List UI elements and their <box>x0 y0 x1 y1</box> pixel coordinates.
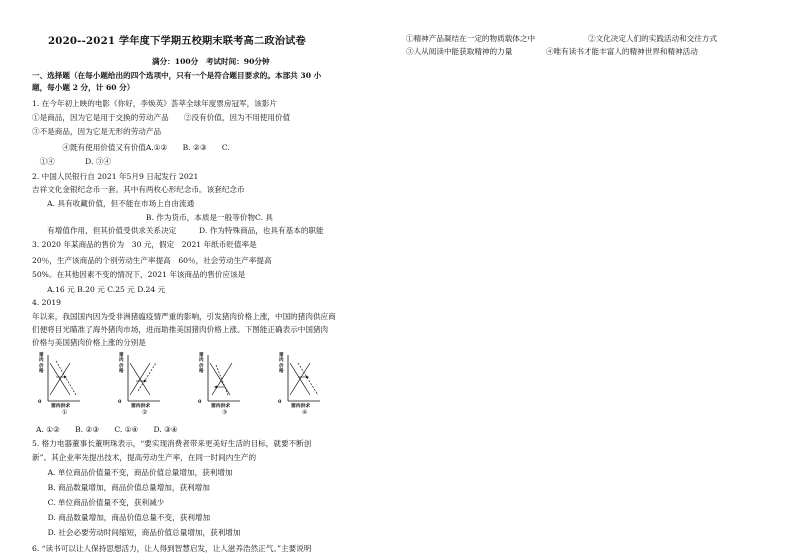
q5-stem: 5. 格力电器董事长董明珠表示，“要实现消费者带来更美好生活的目标，就要不断创 <box>32 439 312 448</box>
q2-option-line: 有增值作用，但其价值受供求关系决定 D. 作为特殊商品，也具有基本的职能 <box>32 226 324 235</box>
q1-option-line: ①④ D. ③④ <box>32 157 111 166</box>
q4-stem-line: 年以来，我国国内因为受非洲猪瘟疫情严重的影响，引发猪肉价格上涨，中国的猪肉供应商 <box>32 312 336 321</box>
q3-stem: 3. 2020 年某商品的售价为 30 元，假定 2021 年纸币贬值率是 <box>32 240 257 249</box>
q6-option-3: ③人从阅读中能获取精神的力量 <box>406 47 513 56</box>
graph-4-ylabel: 猪肉价格 <box>279 353 284 375</box>
graph-1 <box>36 351 96 423</box>
q3-stem-line: 50%。在其他因素不变的情况下，2021 年该商品的售价应该是 <box>32 270 246 279</box>
q6-option-4: ④唯有读书才能丰富人的精神世界和精神活动 <box>546 47 698 56</box>
q4-stem-line: 们便将目光瞄准了海外猪肉市场，进而助推美国猪肉价格上涨。下图能正确表示中国猪肉 <box>32 325 329 334</box>
q4-graphs <box>36 351 336 423</box>
graph-3-number: ③ <box>222 409 228 416</box>
graph-3-ylabel: 猪肉价格 <box>199 353 204 375</box>
section-heading-line2: 题，每小题 2 分，计 60 分） <box>32 83 135 92</box>
graph-4 <box>276 351 336 423</box>
graph-1-origin: 0 <box>38 399 42 405</box>
q5-option-b: B. 商品数量增加，商品价值总量增加，获利增加 <box>40 483 210 492</box>
q1-stem: 1. 在今年初上映的电影《你好，李焕英》荟萃全球年度票房冠军，该影片 <box>32 99 278 108</box>
graph-3 <box>196 351 256 423</box>
q1-option-line: ③不是商品，因为它是无形的劳动产品 <box>32 127 162 136</box>
graph-4-xlabel: 猪肉供求 <box>291 403 311 409</box>
q3-stem-line: 20％，生产该商品的个别劳动生产率提高 60％，社会劳动生产率提高 <box>32 256 272 265</box>
graph-3-origin: 0 <box>198 399 202 405</box>
q2-stem: 2. 中国人民银行自 2021 年5月9 日起发行 2021 <box>32 172 199 181</box>
q4-options: A. ①② B. ②③ C. ①④ D. ③④ <box>36 425 178 434</box>
graph-4-origin: 0 <box>278 399 282 405</box>
graph-2-ylabel: 猪肉价格 <box>119 353 124 375</box>
q4-stem-line: 价格与美国猪肉价格上涨的分别是 <box>32 338 146 347</box>
graph-2-origin: 0 <box>118 399 122 405</box>
graph-4-number: ④ <box>302 409 308 416</box>
q3-options: A.16 元 B.20 元 C.25 元 D.24 元 <box>32 285 166 294</box>
q6-option-2: ②文化决定人们的实践活动和交往方式 <box>588 34 718 43</box>
q5-stem-line: 新”。其企业率先提出技术，提高劳动生产率，在同一时间内生产的 <box>32 453 257 462</box>
q5-option-a: A. 单位商品价值量不变，商品价值总量增加，获利增加 <box>40 468 233 477</box>
q1-option-line: ①是商品，因为它是用于交换的劳动产品 ②没有价值，因为不用使用价值 <box>32 113 291 122</box>
q2-option-line: A. 具有收藏价值，但不能在市场上自由流通 <box>32 199 195 208</box>
graph-2-number: ② <box>142 409 148 416</box>
q2-option-line: B. 作为货币，本质是一般等价物C. 具 <box>32 213 273 222</box>
graph-2-xlabel: 猪肉供求 <box>131 403 151 409</box>
graph-3-xlabel: 猪肉供求 <box>211 403 231 409</box>
graph-1-ylabel: 猪肉价格 <box>39 353 44 375</box>
q5-option-d: D. 社会必要劳动时间缩短，商品价值总量增加，获利增加 <box>40 528 241 537</box>
exam-subtitle: 满分：100分 考试时间：90分钟 <box>152 57 270 66</box>
exam-title: 2020--2021 学年度下学期五校期末联考高二政治试卷 <box>48 35 306 47</box>
q6-stem: 6. “读书可以让人保持思想活力，让人得到智慧启发，让人滋养浩然正气。”主要说明 <box>32 544 312 553</box>
q5-option-c: C. 单位商品价值量不变，获利减少 <box>40 498 165 507</box>
graph-1-xlabel: 猪肉供求 <box>51 403 71 409</box>
q6-option-1: ①精神产品凝结在一定的物质载体之中 <box>406 34 536 43</box>
section-heading-line1: 一、选择题（在每小题给出的四个选项中，只有一个是符合题目要求的。本部共 30 小 <box>32 71 322 80</box>
q2-stem-line: 吉祥文化金银纪念币一套。其中有两枚心形纪念币。该套纪念币 <box>32 185 245 194</box>
q5-option-d: D. 商品数量增加，商品价值总量不变，获利增加 <box>40 513 211 522</box>
q4-stem: 4. 2019 <box>32 298 61 307</box>
q1-option-line: ④既有使用价值又有价值A.①② B. ②③ C. <box>32 143 230 152</box>
graph-1-number: ① <box>62 409 68 416</box>
graph-2 <box>116 351 176 423</box>
